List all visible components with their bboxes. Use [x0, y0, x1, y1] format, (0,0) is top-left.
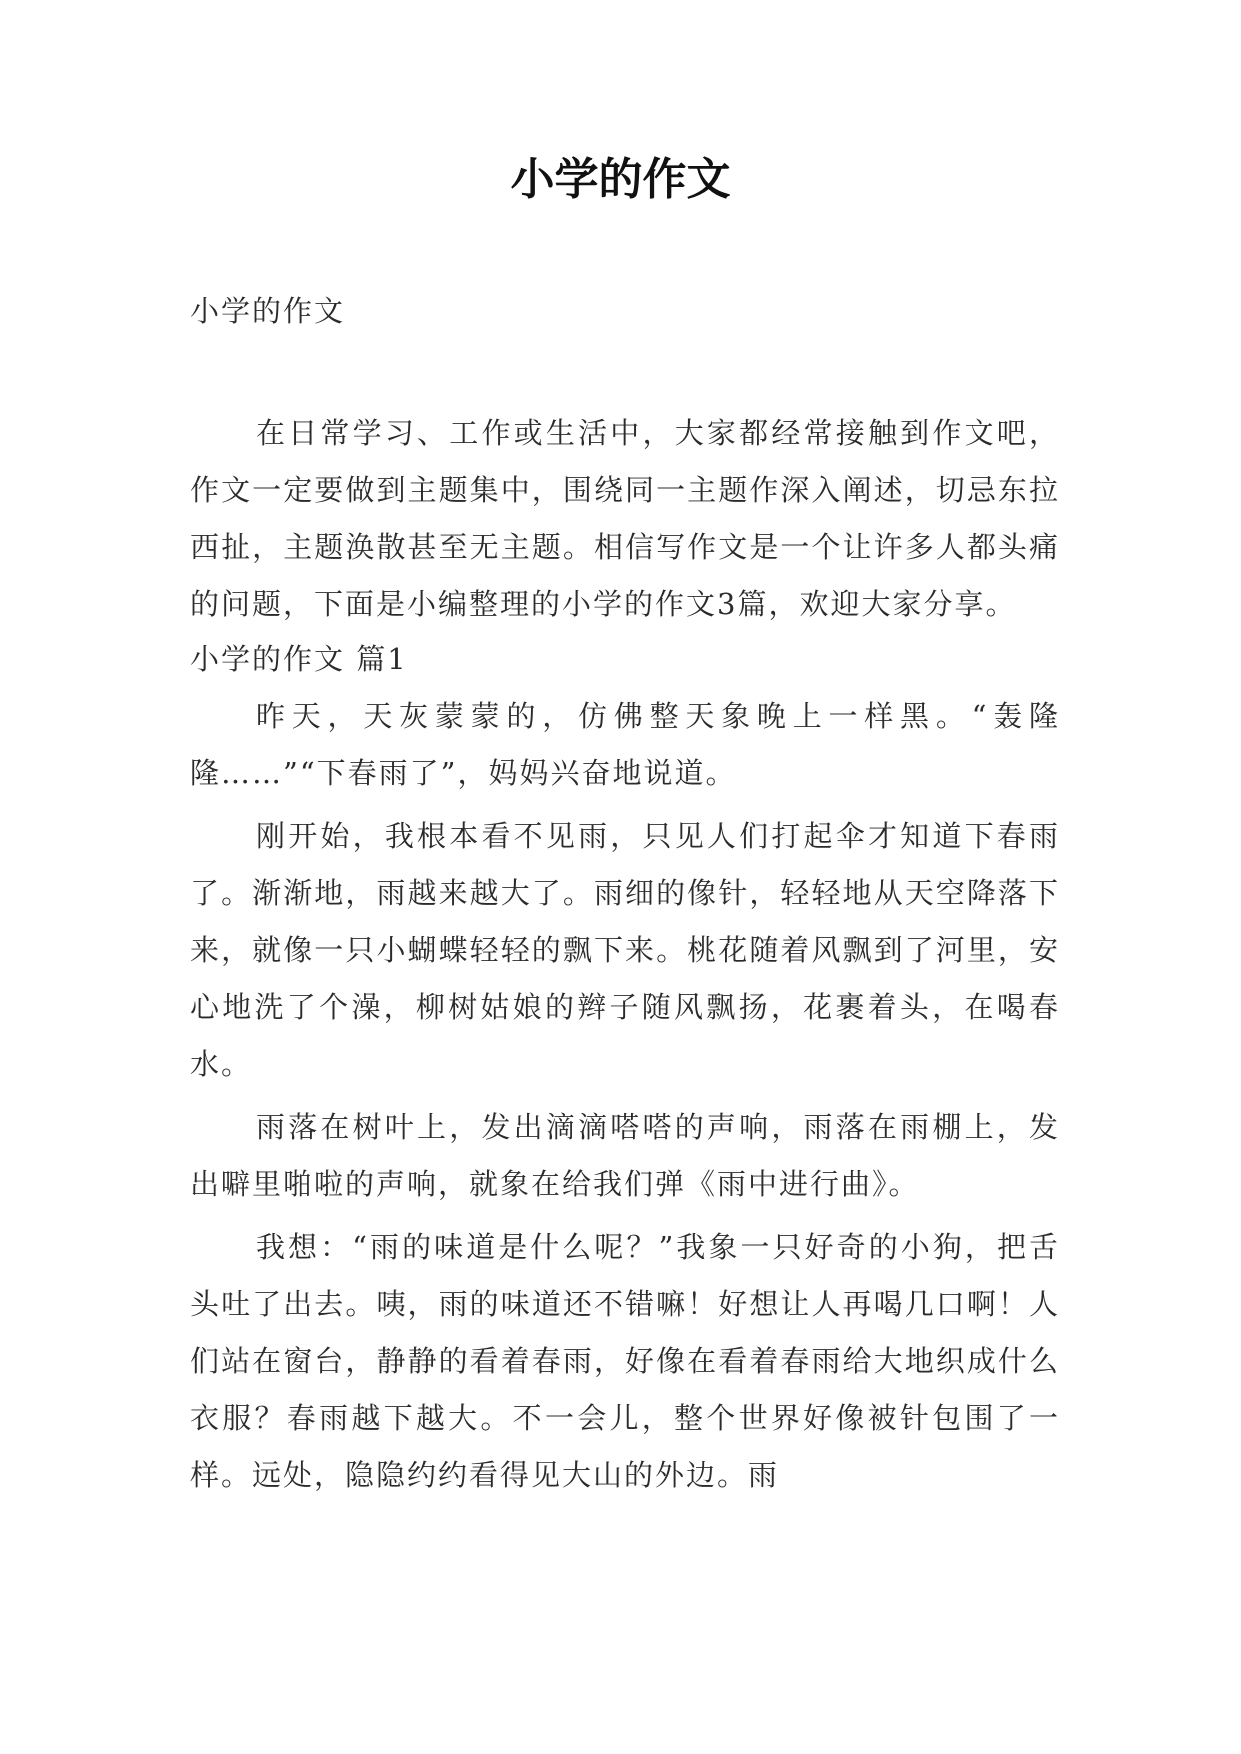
document-body — [190, 405, 1060, 1504]
body-paragraph: 雨落在树叶上，发出滴滴嗒嗒的声响，雨落在雨棚上，发出噼里啪啦的声响，就象在给我们弹《雨中进行曲》。 — [190, 1110, 1060, 1201]
document-title: 小学的作文 — [510, 154, 731, 205]
body-paragraph: 我想：“雨的味道是什么呢？”我象一只好奇的小狗，把舌头吐了出去。咦，雨的味道还不错嘛！好想让人再喝几口啊！人们站在窗台，静静的看着春雨，好像在看着春雨给大地织成什么衣服？春雨越下越大。不一会儿，整个世界好像被针包围了一样。远处，隐隐约约看得见大山的外边。雨 — [190, 1230, 1060, 1492]
document-subtitle: 小学的作文 — [190, 294, 346, 328]
body-paragraph: 刚开始，我根本看不见雨，只见人们打起伞才知道下春雨了。渐渐地，雨越来越大了。雨细的像针，轻轻地从天空降落下来，就像一只小蝴蝶轻轻的飘下来。桃花随着风飘到了河里，安心地洗了个澡，柳树姑娘的辫子随风飘扬，花裹着头，在喝春水。 — [190, 819, 1060, 1081]
intro-paragraph: 在日常学习、工作或生活中，大家都经常接触到作文吧，作文一定要做到主题集中，围绕同一主题作深入阐述，切忌东拉西扯，主题涣散甚至无主题。相信写作文是一个让许多人都头痛的问题，下面是小编整理的小学的作文3篇，欢迎大家分享。 — [190, 416, 1060, 621]
section-heading: 小学的作文 篇1 — [190, 642, 408, 676]
body-paragraph: 昨天，天灰蒙蒙的，仿佛整天象晚上一样黑。“轰隆隆……”“下春雨了”，妈妈兴奋地说道。 — [190, 699, 1060, 790]
